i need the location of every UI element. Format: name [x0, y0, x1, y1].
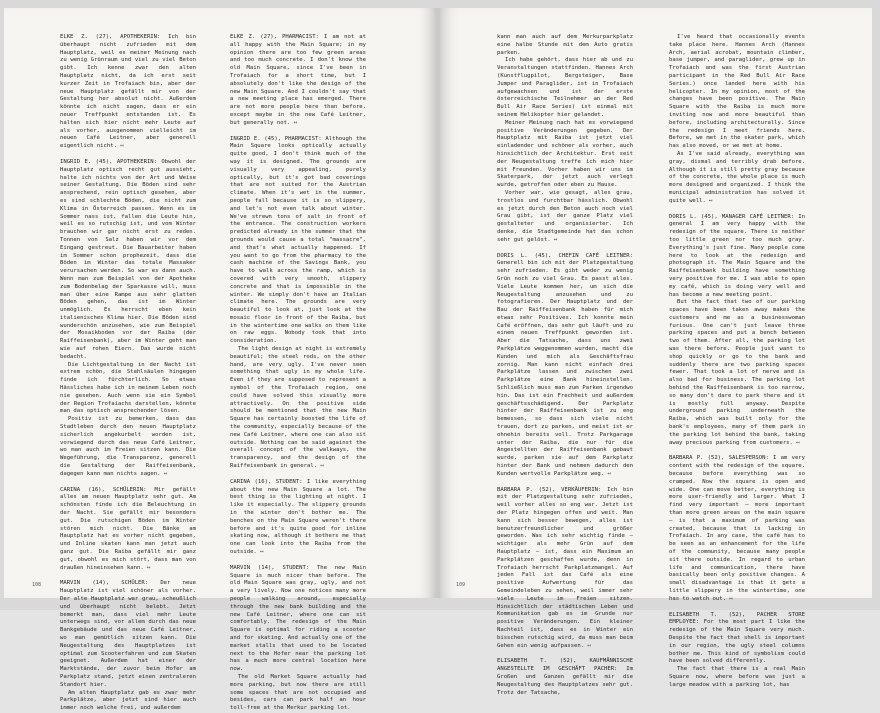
paragraph: I've heard that occasionally events take place here. Hannes Arch (Hannes Arch, aerial acrobat, mountain climber, base jumper, and paraglider, grew up in Trofaiach and was the first Austrian participant in the Red Bull Air Race Series.) once landed here with his helicopter. In my opinion, most of the changes have been positive. The Main Square with the Raiba is much more inviting now and more beautiful than before, including architecturally. Since the redesign I meet friends here. Before, we met in the skater park, which has also moved, or we met at home. — [669, 34, 805, 150]
paragraph: Ich habe gehört, dass hier ab und zu Veranstaltungen stattfinden. Hannes Arch (Kunstflugpilot, Bergsteiger, Base Jumper und Paraglider, ist in Trofaiach aufgewachsen und ist der erste österreichische Teilnehmer an der Red Bull Air Race Series) ist einmal mit seinem Helikopter hier gelandet. — [497, 57, 633, 118]
paragraph: ELISABETH T. (52), KAUFMÄNNISCHE ANGESTELLTE IM GESCHÄFT PACHER: Im Großen und Ganzen gefällt mir die Neugestaltung des Hauptplatzes sehr gut. Trotz der Tatsache, — [497, 658, 633, 696]
paragraph: As I've said already, everything was gray, dismal and terribly drab before. Although it is still pretty gray because of the concrete, the whole place is much more designed and organized. I think the municipal administration has solved it quite well. ↤ — [669, 150, 805, 204]
paragraph: Am alten Hauptplatz gab es zwar mehr Parkplätze, aber jetzt sind hier auch immer noch welche frei, und außerdem — [60, 689, 196, 712]
paragraph: CARINA (16), STUDENT: I like everything about the new Main Square a lot. The best thing is the lighting at night. I like it especially. The slippery grounds in the winter don't bother me. The benches on the Main Square weren't there before and it's quite good for inline skating now, although it bothers me that one can look into the Raiba from the outside. ↤ — [230, 478, 366, 555]
page-number-right: 109 — [456, 582, 466, 588]
paragraph: Die Lichtgestaltung in der Nacht ist extrem schön, die Stahlsäulen hingegen finde ich fürchterlich. So etwas Hässliches habe ich in meinem Leben noch nie gesehen. Auch wenn sie ein Symbol der Region Trofaiachs darstellen, könnte man das optisch ansprechender lösen. — [60, 361, 196, 415]
page-number-left: 108 — [32, 582, 42, 588]
paragraph: The old Market Square actually had more parking, but now there are still some spaces that are not occupied and besides, cars can park half an hour toll-free at the Merkur parking lot. — [230, 673, 366, 712]
paragraph: DORIS L. (45), MANAGER CAFÉ LEITNER: In general I am very happy with the redesign of the square. There is neither too little green nor too much gray. Everything's just fine. Many people come here to look at the redesign and photograph it. The Main Square and the Raiffeisenbank building have something very positive for me. I was able to open my café, which is doing very well and has become a new meeting point. — [669, 213, 805, 298]
paragraph: MARVIN (14), STUDENT: The new Main Square is much nicer than before. The old Main Square was gray, ugly, and not a very lively. Now one notices many more people walking around, especially through the new bank building and the new Café Leitner, where one can sit comfortably. The redesign of the Main Square is optimal for riding a scooter and for skating. And actually one of the market stalls that used to be located next to the Hofer near the parking lot has a much more central location here now. — [230, 564, 366, 673]
paragraph: ELKE Z. (27), APOTHEKERIN: Ich bin überhaupt nicht zufrieden mit dem Hauptplatz, weil es meiner Meinung nach zu wenig Grünraum und viel zu viel Beton gibt. Ich kenne zwar den alten Hauptplatz nicht, da ich erst seit kurzer Zeit in Trofaiach bin, aber der neue Hauptplatz gefällt mir von der Gestaltung her absolut nicht. Außerdem könnte ich nicht sagen, dass er ein neuer Treffpunkt entstanden ist. Es halten sich hier nicht mehr Leute auf als vorher, ausgenommen vielleicht im neuen Café Leitner, aber generell eigentlich nicht. ↤ — [60, 34, 196, 150]
paragraph: Vorher war, wie gesagt, alles grau, trostlos und furchtbar hässlich. Obwohl es jetzt durch den Beton auch noch viel Grau gibt, ist der ganze Platz viel gestalteter und organisierter. Ich denke, die Stadtgemeinde hat das schon sehr gut gelöst. ↤ — [497, 189, 633, 243]
paragraph: CARINA (16), SCHÜLERIN: Mir gefällt alles am neuen Hauptplatz sehr gut. Am schönsten finde ich die Beleuchtung in der Nacht. Sie gefällt mir besonders gut. Die rutschigen Böden im Winter stören mich nicht. Die Bänke am Hauptplatz hat es vorher nicht gegeben, und Inline skaten kann man jetzt auch ganz gut. Die Raiba gefällt mir ganz gut, obwohl es mich stört, dass man von draußen hineinsehen kann. ↤ — [60, 486, 196, 571]
paragraph: MARVIN (14), SCHÜLER: Der neue Hauptplatz ist viel schöner als vorher. Der alte Hauptplatz war grau, scheußlich und überhaupt nicht belebt. Jetzt bemerkt man, dass viel mehr Leute unterwegs sind, vor allem durch das neue Bankgebäude und das neue Café Leitner, wo man gemütlich sitzen kann. Die Neugestaltung des Hauptplatzes ist optimal zum Scooterfahren und zum Skaten geeignet. Außerdem hat einer der Marktstände, der zuvor beim Hofer am Parkplatz stand, jetzt einen zentraleren Standort hier. — [60, 580, 196, 688]
paragraph: Positiv ist zu bemerken, dass das Stadtleben durch den neuen Hauptplatz sicherlich angekurbelt worden ist, vorwiegend durch das neue Café Leitner, wo man auch im Freien sitzen kann. Die Wegeführung, die Transparenz, generell die Gestaltung der Raiffeisenbank, dagegen kann man nichts sagen. ↤ — [60, 416, 196, 477]
column-german-right — [497, 34, 633, 696]
paragraph: But the fact that two of our parking spaces have been taken away makes the customers and me as a businesswoman furious. One can't just leave three parking spaces and put a bench between two of them. After all, the parking lot was there before. People just want to shop quickly or go to the bank and suddenly there are two parking spaces fewer. That took a lot of nerve and is also bad for business. The parking lot behind the Raiffeisenbank is too narrow, so many don't dare to park there and it is mostly full anyway. Despite underground parking underneath the Raiba, which was built only for the bank's employees, many of them park in the parking lot behind the bank, taking away precious parking from customers. ↤ — [669, 299, 805, 446]
paragraph: DORIS L. (45), CHEFIN CAFÉ LEITNER: Generell bin ich mit der Platzgestaltung sehr zufrieden. Es gibt weder zu wenig Grün noch zu viel Grau. Es passt alles. Viele Leute kommen her, um sich die Neugestaltung anzusehen und zu fotografieren. Der Hauptplatz und der Bau der Raiffeisenbank haben für mich etwas sehr Positives. Ich konnte mein Café eröffnen, das sehr gut läuft und zu einem neuen Treffpunkt geworden ist. Aber die Tatsache, dass uns zwei Parkplätze weggenommen wurden, macht die Kunden und mich als Geschäftsfrau zornig. Man kann nicht einfach drei Parkplätze lassen und zwischen zwei Parkplätze eine Bank hineinstellen. Schließlich muss man zum Parken irgendwo hin. Das ist ein Frechheit und außerdem geschäftsschädigend. Der Parkplatz hinter der Raiffeisenbank ist zu eng bemessen, so dass sich viele nicht trauen, dort zu parken, und meist ist er ohnehin bereits voll. Trotz Parkgarage unter der Raiba, die nur für die Angestellten der Raiffeisenbank gebaut wurde, parken sie auf dem Parkplatz hinter der Bank und nehmen dadurch den Kunden wertvolle Parkplätze weg. ↤ — [497, 252, 633, 477]
paragraph: The fact that there is a real Main Square now, where before was just a large meadow with a parking lot, has — [669, 666, 805, 688]
column-english-left — [230, 34, 366, 712]
right-page — [440, 8, 872, 696]
column-german-left — [60, 34, 196, 712]
paragraph: The light design at night is extremely beautiful; the steel rods, on the other hand, are very ugly. I've never seen something that ugly in my whole life. Even if they are supposed to represent a symbol of the Trofaiach region, one could have solved this visually more attractively. On the positive side should be mentioned that the new Main Square has certainly boosted the life of the community, especially because of the new Café Leitner, where one can also sit outside. Nothing can be said against the overall concept of the walkways, the transparency, and the design of the Raiffeisenbank in general. ↤ — [230, 346, 366, 470]
paragraph: ELKE Z. (27), PHARMACIST: I am not at all happy with the Main Square; in my opinion there are too few green areas and too much concrete. I don't know the old Main Square, since I've been in Trofaiach for a short time, but I absolutely don't like the design of the new Main Square. And I couldn't say that a new meeting place has emerged. There are not more people here than before, except maybe in the new Café Leitner, but generally not. ↤ — [230, 34, 366, 126]
paragraph: BARBARA P. (52), VERKÄUFERIN: Ich bin mit der Platzgestaltung sehr zufrieden, weil vorher alles so eng war. Jetzt ist der Platz hingegen offen und weit. Man kann sich besser bewegen, alles ist benutzerfreundlicher und größer geworden. Was ich sehr wichtig finde – wichtiger als mehr Grün auf dem Hauptplatz – ist, dass ein Maximum an Parkplätzen geschaffen wurde, denn in Trofaiach herrscht Parkplatzmangel. Auf jeden Fall ist das Café als eine positive Aufwertung für das Gemeindeleben zu sehen, weil immer sehr viele Leute im Freien sitzen. Hinsichtlich der städtischen Leben und Kommunikation gab es im Grunde nur positive Veränderungen. Ein kleiner Nachteil ist, dass es in Winter ein bisschen rutschig wird, da muss man beim Gehen ein wenig aufpassen. ↤ — [497, 486, 633, 649]
paragraph: kann man auch auf dem Merkurparkplatz eine halbe Stunde mit dem Auto gratis parken. — [497, 34, 633, 56]
paragraph: ELISABETH T. (52), PACHER STORE EMPLOYEE: For the most part I like the redesign of the Main Square very much. Despite the fact that shell is important in our region, the ugly steel columns bother me. This kind of symbolism could have been solved differently. — [669, 611, 805, 665]
paragraph: Meiner Meinung nach hat es vorwiegend positive Veränderungen gegeben. Der Hauptplatz mit Raiba ist jetzt viel einladender und schöner als vorher, auch hinsichtlich der Architektur. Erst seit der Neugestaltung treffe ich mich hier mit Freunden. Vorher haben wir uns im Skaterpark, der jetzt auch verlegt wurde, getroffen oder eben zu Hause. — [497, 119, 633, 189]
paragraph: BARBARA P. (52), SALESPERSON: I am very content with the redesign of the square, because before everything was so cramped. Now the square is open and wide. One can move better, everything is more user-friendly and larger. What I find very important — more important than more green areas on the main square — is that a maximum of parking was created, because that is lacking in Trofaiach. In any case, the café has to be seen as an enhancement for the life of the community, because many people sit there outside. In regard to urban life and communication, there have basically been only positive changes. A small disadvantage is that it gets a little slippery in the wintertime, one has to watch out. ↤ — [669, 455, 805, 602]
paragraph: INGRID E. (45), PHARMACIST: Although the Main Square looks optically actually quite good, I don't think much of the way it is designed. The grounds are visually very appealing, purely optically, but it's got bad coverings that are not suited for the Austrian climate. When it's wet in the summer, people fall because it is so slippery, and let's not even talk about winter. We've strewn tons of salt in front of the entrance. The construction workers predicted already in the summer that the grounds would cause a total "massacre", and that's what actually happened. If you want to go from the pharmacy to the cash machine of the Savings Bank, you have to walk across the ramp, which is covered with very smooth, slippery concrete and that is impossible in the winter. We simply don't have an Italian climate here. The grounds are very beautiful to look at, just look at the mosaic floor in front of the Raiba, but in the wintertime one walks on them like on raw eggs. Nobody took that into consideration. — [230, 135, 366, 345]
paragraph: INGRID E. (45), APOTHEKERIN: Obwohl der Hauptplatz optisch recht gut aussieht, halte ich nichts von der Art und Weise seiner Gestaltung. Die Böden sind sehr ansprechend, rein optisch gesehen, aber es sind schlechte Böden, die nicht zum Klima in Österreich passen. Wenn es im Sommer nass ist, fallen die Leute hin, weil es so rutschig ist, und vom Winter brauchen wir gar nicht erst zu reden. Tonnen von Salz haben wir vor dem Eingang gestreut. Die Bauarbeiter haben im Sommer schon prophezeit, dass die Böden im Winter das totale Massaker verursachen werden. So war es dann auch. Wenn man zum Beispiel von der Apotheke zum Bodenbelag der Sparkasse will, muss man über eine Rampe aus sehr glatten Böden gehen, das ist im Winter unmöglich. Es herrscht eben kein italienisches Klima hier. Die Böden sind wunderschön anzusehen, wie zum Beispiel der Mosaikboden vor der Raiba (der Raiffeisenbank), aber im Winter geht man wie auf rohen Eiern. Das wurde nicht bedacht. — [60, 158, 196, 360]
left-page — [4, 8, 436, 712]
column-english-right — [669, 34, 805, 688]
